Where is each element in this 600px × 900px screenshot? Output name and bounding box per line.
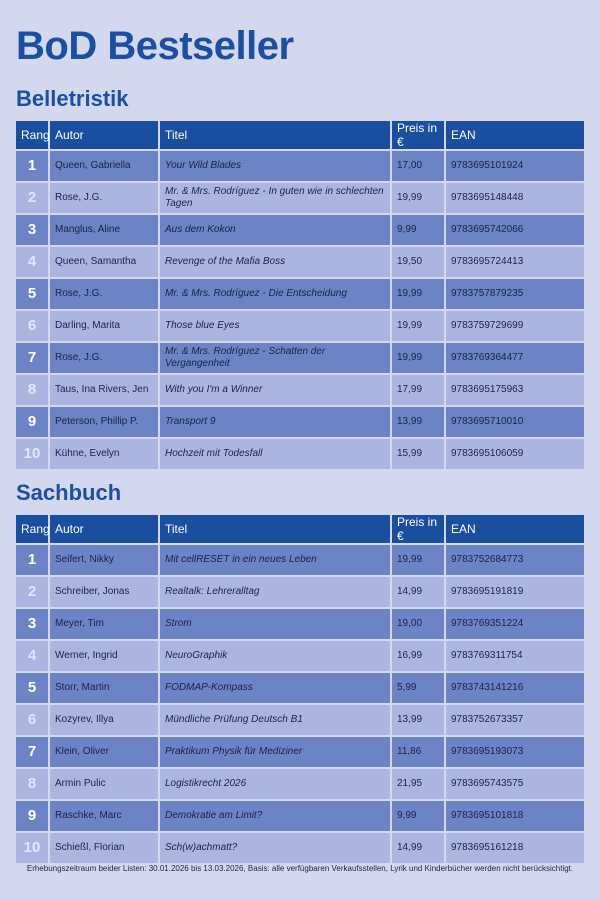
author-cell: Schießl, Florian xyxy=(50,833,158,863)
ean-cell: 9783743141216 xyxy=(446,673,584,703)
price-cell: 19,00 xyxy=(392,609,444,639)
section-title-sachbuch: Sachbuch xyxy=(16,480,122,505)
price-cell: 19,50 xyxy=(392,247,444,277)
column-header-rank: Rang xyxy=(16,121,48,149)
author-cell: Meyer, Tim xyxy=(50,609,158,639)
title-cell: Demokratie am Limit? xyxy=(160,801,390,831)
author-cell: Raschke, Marc xyxy=(50,801,158,831)
title-cell: Mündliche Prüfung Deutsch B1 xyxy=(160,705,390,735)
ean-cell: 9783759729699 xyxy=(446,311,584,341)
rank-cell: 3 xyxy=(16,609,48,639)
ean-cell: 9783752684773 xyxy=(446,545,584,575)
author-cell: Storr, Martin xyxy=(50,673,158,703)
rank-cell: 5 xyxy=(16,673,48,703)
ean-cell: 9783695101818 xyxy=(446,801,584,831)
rank-cell: 4 xyxy=(16,641,48,671)
column-header-rank: Rang xyxy=(16,515,48,543)
title-cell: Revenge of the Mafia Boss xyxy=(160,247,390,277)
table-row xyxy=(16,609,584,639)
rank-cell: 9 xyxy=(16,407,48,437)
title-cell: FODMAP-Kompass xyxy=(160,673,390,703)
table-row xyxy=(16,801,584,831)
ean-cell: 9783695724413 xyxy=(446,247,584,277)
price-cell: 21,95 xyxy=(392,769,444,799)
price-cell: 9,99 xyxy=(392,215,444,245)
ean-cell: 9783757879235 xyxy=(446,279,584,309)
rank-cell: 9 xyxy=(16,801,48,831)
ean-cell: 9783752673357 xyxy=(446,705,584,735)
section-title-belletristik: Belletristik xyxy=(16,86,129,111)
author-cell: Peterson, Phillip P. xyxy=(50,407,158,437)
column-header-ean: EAN xyxy=(446,515,584,543)
ean-cell: 9783695191819 xyxy=(446,577,584,607)
table-row xyxy=(16,673,584,703)
price-cell: 14,99 xyxy=(392,833,444,863)
ean-cell: 9783695106059 xyxy=(446,439,584,469)
rank-cell: 1 xyxy=(16,545,48,575)
rank-cell: 3 xyxy=(16,215,48,245)
price-cell: 13,99 xyxy=(392,705,444,735)
price-cell: 17,99 xyxy=(392,375,444,405)
title-cell: Mr. & Mrs. Rodríguez - Schatten der Vergangenheit xyxy=(160,343,390,373)
title-cell: Hochzeit mit Todesfall xyxy=(160,439,390,469)
price-cell: 19,99 xyxy=(392,183,444,213)
column-header-title: Titel xyxy=(160,121,390,149)
ean-cell: 9783769364477 xyxy=(446,343,584,373)
title-cell: Praktikum Physik für Mediziner xyxy=(160,737,390,767)
table-row xyxy=(16,151,584,181)
title-cell: Logistikrecht 2026 xyxy=(160,769,390,799)
rank-cell: 5 xyxy=(16,279,48,309)
table-row xyxy=(16,215,584,245)
table-header-row xyxy=(16,515,584,543)
price-cell: 14,99 xyxy=(392,577,444,607)
title-cell: Mit cellRESET in ein neues Leben xyxy=(160,545,390,575)
rank-cell: 8 xyxy=(16,769,48,799)
column-header-price: Preis in € xyxy=(392,121,444,149)
column-header-ean: EAN xyxy=(446,121,584,149)
table-row xyxy=(16,769,584,799)
author-cell: Klein, Oliver xyxy=(50,737,158,767)
ean-cell: 9783695161218 xyxy=(446,833,584,863)
title-cell: Sch(w)achmatt? xyxy=(160,833,390,863)
title-cell: Mr. & Mrs. Rodríguez - In guten wie in schlechten Tagen xyxy=(160,183,390,213)
author-cell: Rose, J.G. xyxy=(50,279,158,309)
author-cell: Queen, Samantha xyxy=(50,247,158,277)
rank-cell: 2 xyxy=(16,183,48,213)
ean-cell: 9783695175963 xyxy=(446,375,584,405)
title-cell: With you I'm a Winner xyxy=(160,375,390,405)
table-row xyxy=(16,545,584,575)
price-cell: 19,99 xyxy=(392,343,444,373)
price-cell: 16,99 xyxy=(392,641,444,671)
rank-cell: 1 xyxy=(16,151,48,181)
bestseller-table-belletristik xyxy=(14,119,586,471)
table-row xyxy=(16,641,584,671)
author-cell: Taus, Ina Rivers, Jen xyxy=(50,375,158,405)
ean-cell: 9783695148448 xyxy=(446,183,584,213)
author-cell: Rose, J.G. xyxy=(50,183,158,213)
price-cell: 13,99 xyxy=(392,407,444,437)
author-cell: Seifert, Nikky xyxy=(50,545,158,575)
title-cell: Strom xyxy=(160,609,390,639)
author-cell: Kozyrev, Illya xyxy=(50,705,158,735)
title-cell: Your Wild Blades xyxy=(160,151,390,181)
rank-cell: 2 xyxy=(16,577,48,607)
author-cell: Queen, Gabriella xyxy=(50,151,158,181)
table-header-row xyxy=(16,121,584,149)
price-cell: 19,99 xyxy=(392,279,444,309)
table-row xyxy=(16,247,584,277)
author-cell: Darling, Marita xyxy=(50,311,158,341)
table-row xyxy=(16,279,584,309)
title-cell: Aus dem Kokon xyxy=(160,215,390,245)
ean-cell: 9783769311754 xyxy=(446,641,584,671)
author-cell: Kühne, Evelyn xyxy=(50,439,158,469)
title-cell: Those blue Eyes xyxy=(160,311,390,341)
price-cell: 9,99 xyxy=(392,801,444,831)
column-header-title: Titel xyxy=(160,515,390,543)
author-cell: Schreiber, Jonas xyxy=(50,577,158,607)
table-row xyxy=(16,183,584,213)
page-title: BoD Bestseller xyxy=(16,24,294,68)
table-row xyxy=(16,407,584,437)
ean-cell: 9783695743575 xyxy=(446,769,584,799)
table-row xyxy=(16,439,584,469)
author-cell: Werner, Ingrid xyxy=(50,641,158,671)
title-cell: Transport 9 xyxy=(160,407,390,437)
rank-cell: 6 xyxy=(16,705,48,735)
ean-cell: 9783695193073 xyxy=(446,737,584,767)
rank-cell: 8 xyxy=(16,375,48,405)
table-row xyxy=(16,705,584,735)
rank-cell: 10 xyxy=(16,833,48,863)
author-cell: Rose, J.G. xyxy=(50,343,158,373)
author-cell: Manglus, Aline xyxy=(50,215,158,245)
bestseller-table-sachbuch xyxy=(14,513,586,865)
column-header-author: Autor xyxy=(50,121,158,149)
table-row xyxy=(16,737,584,767)
column-header-author: Autor xyxy=(50,515,158,543)
rank-cell: 4 xyxy=(16,247,48,277)
price-cell: 19,99 xyxy=(392,545,444,575)
table-row xyxy=(16,343,584,373)
title-cell: NeuroGraphik xyxy=(160,641,390,671)
table-row xyxy=(16,311,584,341)
footer-note: Erhebungszeitraum beider Listen: 30.01.2026 bis 13.03.2026, Basis: alle verfügbaren Verkaufsstellen, Lyrik und Kinderbücher werden nicht berücksichtigt. xyxy=(26,864,574,873)
rank-cell: 7 xyxy=(16,343,48,373)
table-row xyxy=(16,577,584,607)
ean-cell: 9783695710010 xyxy=(446,407,584,437)
ean-cell: 9783695742066 xyxy=(446,215,584,245)
author-cell: Armin Pulic xyxy=(50,769,158,799)
table-row xyxy=(16,375,584,405)
price-cell: 19,99 xyxy=(392,311,444,341)
price-cell: 15,99 xyxy=(392,439,444,469)
table-row xyxy=(16,833,584,863)
rank-cell: 10 xyxy=(16,439,48,469)
title-cell: Mr. & Mrs. Rodríguez - Die Entscheidung xyxy=(160,279,390,309)
price-cell: 17,00 xyxy=(392,151,444,181)
ean-cell: 9783695101924 xyxy=(446,151,584,181)
price-cell: 5,99 xyxy=(392,673,444,703)
title-cell: Realtalk: Lehreralltag xyxy=(160,577,390,607)
rank-cell: 6 xyxy=(16,311,48,341)
ean-cell: 9783769351224 xyxy=(446,609,584,639)
price-cell: 11,86 xyxy=(392,737,444,767)
column-header-price: Preis in € xyxy=(392,515,444,543)
rank-cell: 7 xyxy=(16,737,48,767)
